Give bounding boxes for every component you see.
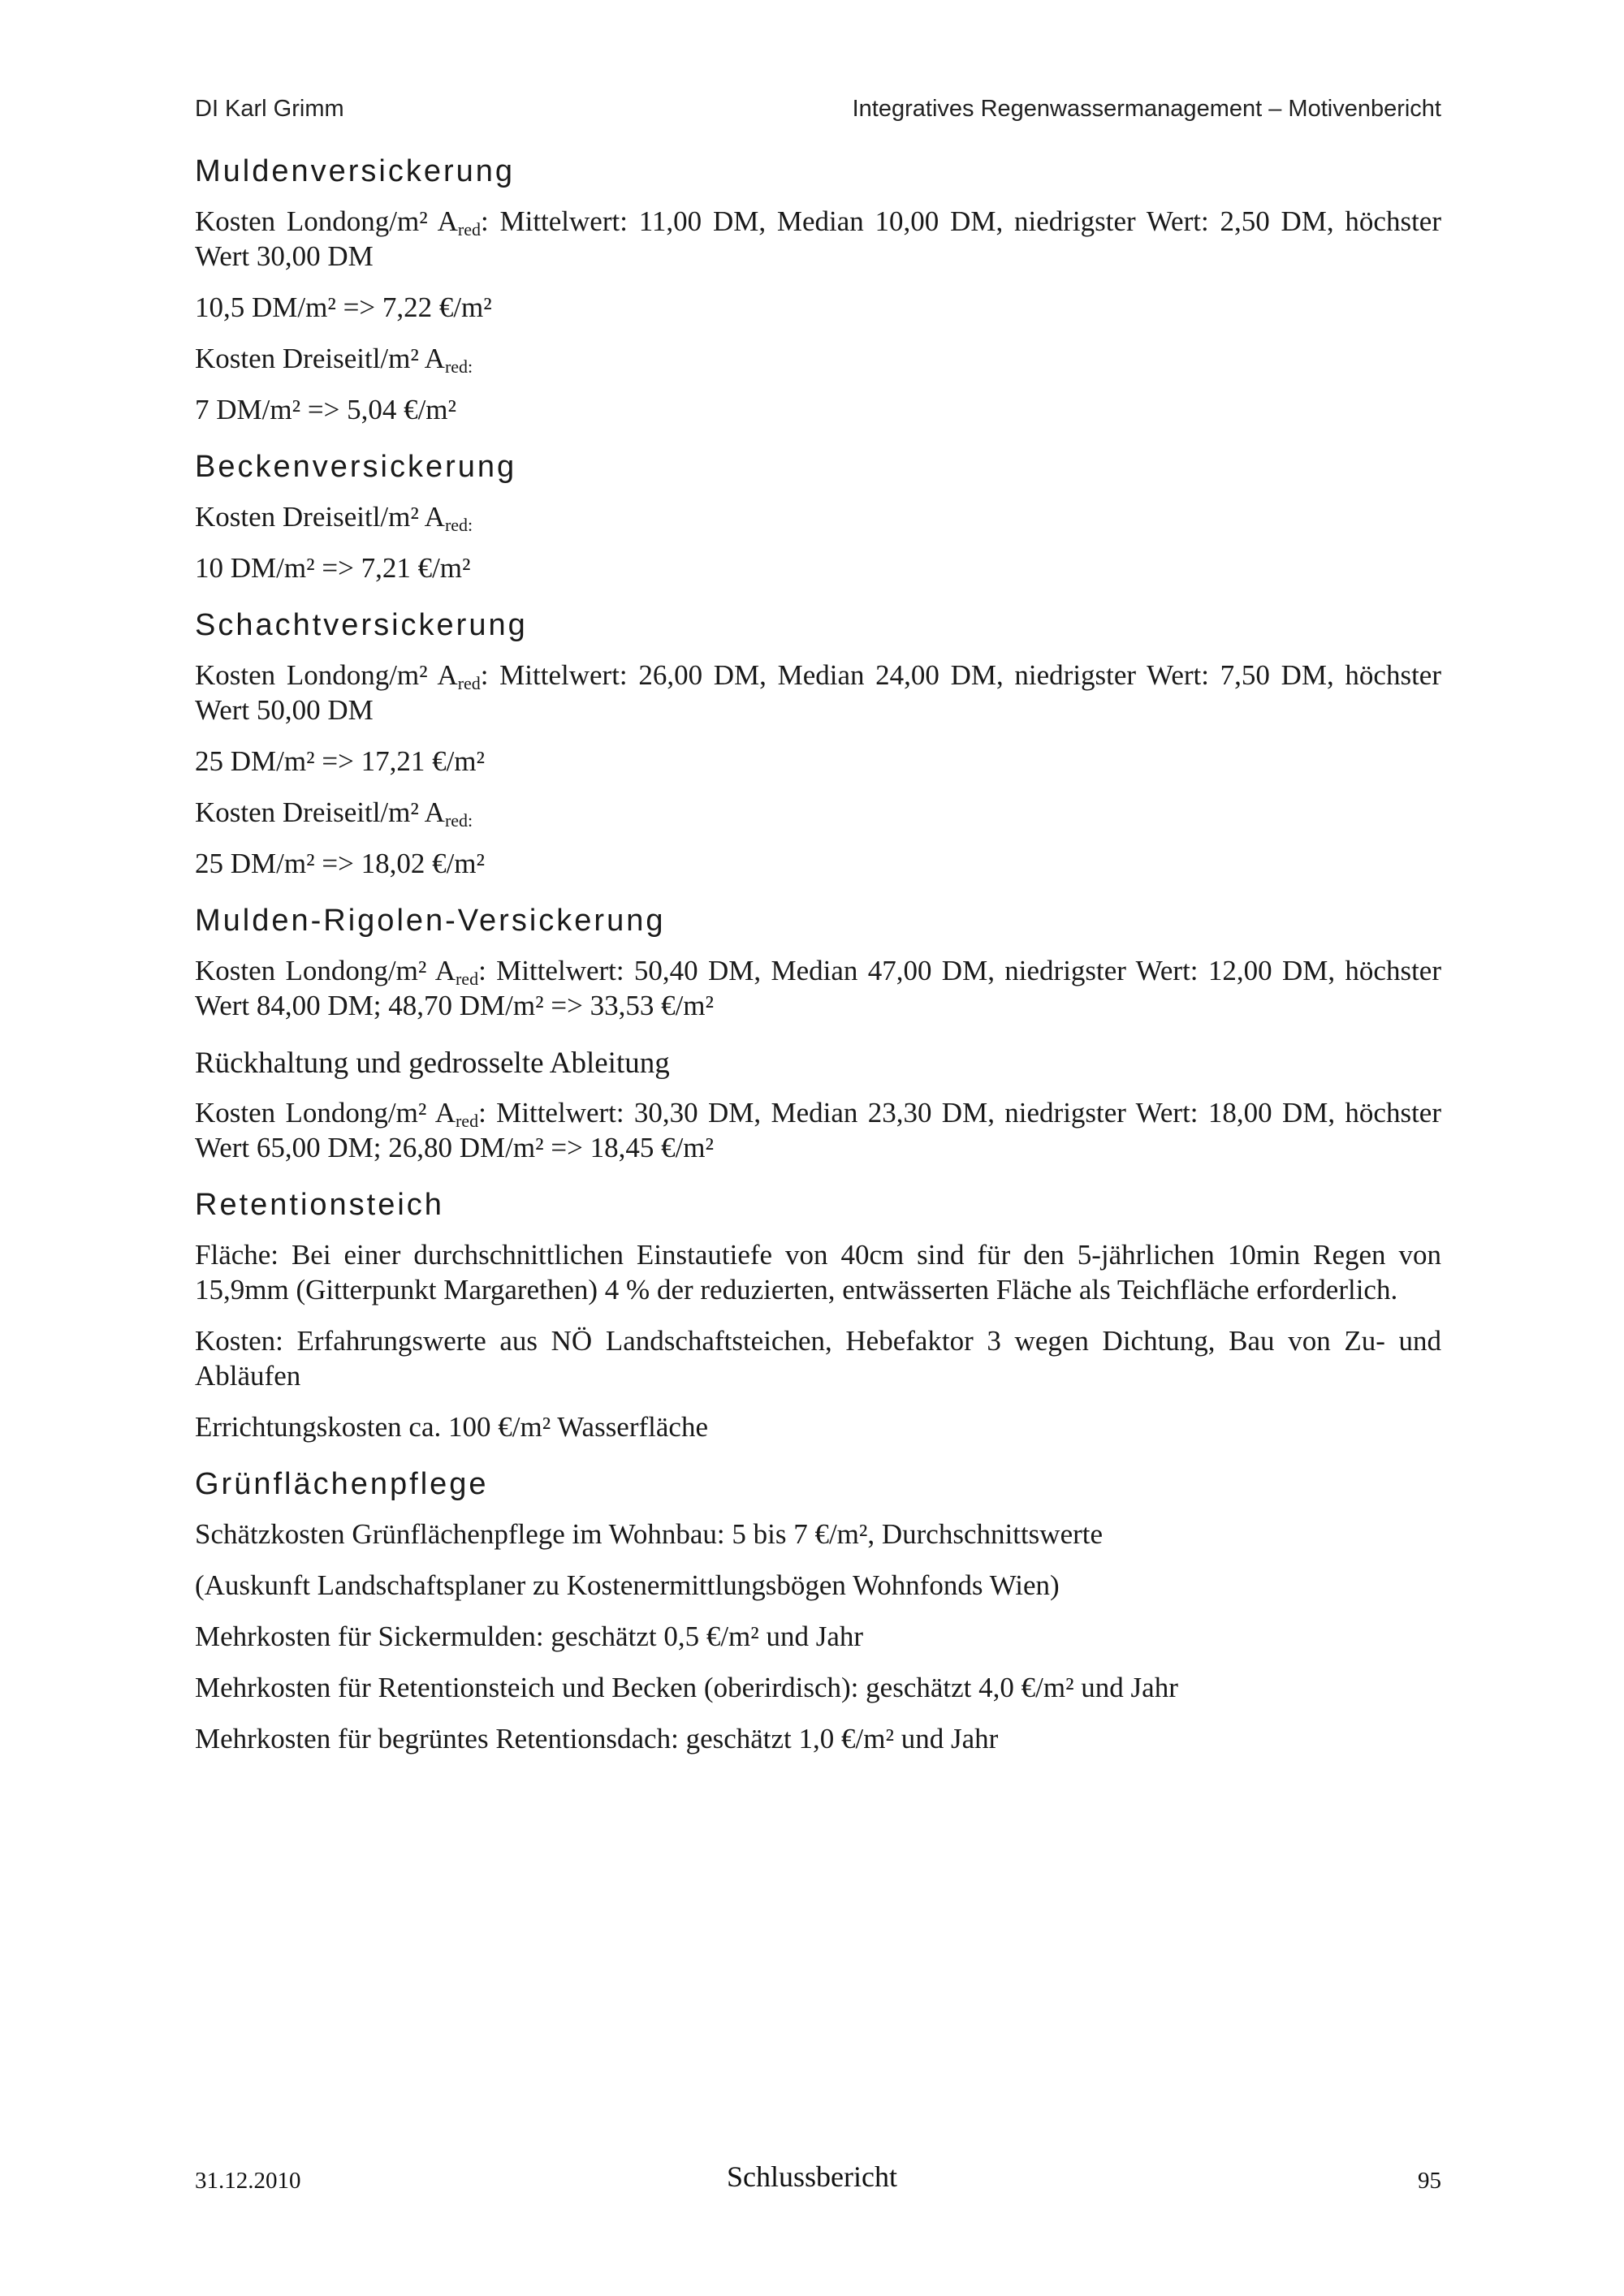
- page-content: [195, 154, 1441, 1779]
- paragraph: Fläche: Bei einer durchschnittlichen Einstautiefe von 40cm sind für den 5-jährlichen 10min Regen von 15,9mm (Gitterpunkt Margarethen) 4 % der reduzierten, entwässerten Fläche als Teichfläche erforderlich.: [195, 1239, 1441, 1306]
- section-heading: Rückhaltung und gedrosselte Ableitung: [195, 1047, 670, 1080]
- section-beckenversickerung: [195, 450, 1441, 585]
- section-gruenflaechenpflege: [195, 1467, 1441, 1756]
- paragraph: 10,5 DM/m² => 7,22 €/m²: [195, 291, 492, 323]
- paragraph: (Auskunft Landschaftsplaner zu Kostenermittlungsbögen Wohnfonds Wien): [195, 1569, 1060, 1601]
- paragraph: Kosten: Erfahrungswerte aus NÖ Landschaftsteichen, Hebefaktor 3 wegen Dichtung, Bau von Zu- und Abläufen: [195, 1325, 1441, 1392]
- section-heading: Retentionsteich: [195, 1188, 444, 1222]
- paragraph: Mehrkosten für begrüntes Retentionsdach: geschätzt 1,0 €/m² und Jahr: [195, 1723, 999, 1754]
- section-rueckhaltung: [195, 1046, 1441, 1165]
- paragraph: Mehrkosten für Retentionsteich und Becken (oberirdisch): geschätzt 4,0 €/m² und Jahr: [195, 1672, 1178, 1703]
- paragraph: Kosten Dreiseitl/m² $A_{red:}$: [195, 501, 473, 535]
- header-author: DI Karl Grimm: [195, 96, 344, 122]
- paragraph: 10 DM/m² => 7,21 €/m²: [195, 552, 471, 584]
- paragraph: Kosten Dreiseitl/m² $A_{red:}$: [195, 796, 473, 831]
- paragraph: Kosten Londong/m² $A_{red}$: Mittelwert: 30,30 DM, Median 23,30 DM, niedrigster Wert: 18,00 DM, höchster Wert 65,00 DM; 26,80 DM/m² => 18,45 €/m²: [195, 1097, 1441, 1163]
- section-schachtversickerung: [195, 608, 1441, 881]
- page-number: 95: [1418, 2168, 1441, 2194]
- paragraph: 25 DM/m² => 18,02 €/m²: [195, 848, 486, 879]
- paragraph: 25 DM/m² => 17,21 €/m²: [195, 745, 486, 777]
- paragraph: 7 DM/m² => 5,04 €/m²: [195, 394, 457, 425]
- section-heading: Mulden-Rigolen-Versickerung: [195, 904, 666, 938]
- section-heading: Schachtversickerung: [195, 608, 528, 642]
- section-mulden-rigolen: [195, 904, 1441, 1023]
- paragraph: Kosten Londong/m² $A_{red}$: Mittelwert: 11,00 DM, Median 10,00 DM, niedrigster Wert: 2,50 DM, höchster Wert 30,00 DM: [195, 205, 1441, 272]
- footer-date: 31.12.2010: [195, 2168, 301, 2194]
- paragraph: Kosten Londong/m² $A_{red}$: Mittelwert: 50,40 DM, Median 47,00 DM, niedrigster Wert: 12,00 DM, höchster Wert 84,00 DM; 48,70 DM/m² => 33,53 €/m²: [195, 955, 1441, 1021]
- paragraph: Errichtungskosten ca. 100 €/m² Wasserfläche: [195, 1411, 708, 1443]
- section-heading: Grünflächenpflege: [195, 1467, 489, 1501]
- paragraph: Schätzkosten Grünflächenpflege im Wohnbau: 5 bis 7 €/m², Durchschnittswerte: [195, 1518, 1104, 1550]
- header-title: Integratives Regenwassermanagement – Motivenbericht: [852, 96, 1441, 122]
- section-retentionsteich: [195, 1188, 1441, 1444]
- paragraph: Kosten Londong/m² $A_{red}$: Mittelwert: 26,00 DM, Median 24,00 DM, niedrigster Wert: 7,50 DM, höchster Wert 50,00 DM: [195, 659, 1441, 726]
- section-heading: Muldenversickerung: [195, 154, 516, 188]
- paragraph: Kosten Dreiseitl/m² $A_{red:}$: [195, 343, 473, 377]
- footer-title: Schlussbericht: [727, 2160, 897, 2193]
- paragraph: Mehrkosten für Sickermulden: geschätzt 0,5 €/m² und Jahr: [195, 1621, 864, 1652]
- section-muldenversickerung: [195, 154, 1441, 427]
- section-heading: Beckenversickerung: [195, 450, 517, 484]
